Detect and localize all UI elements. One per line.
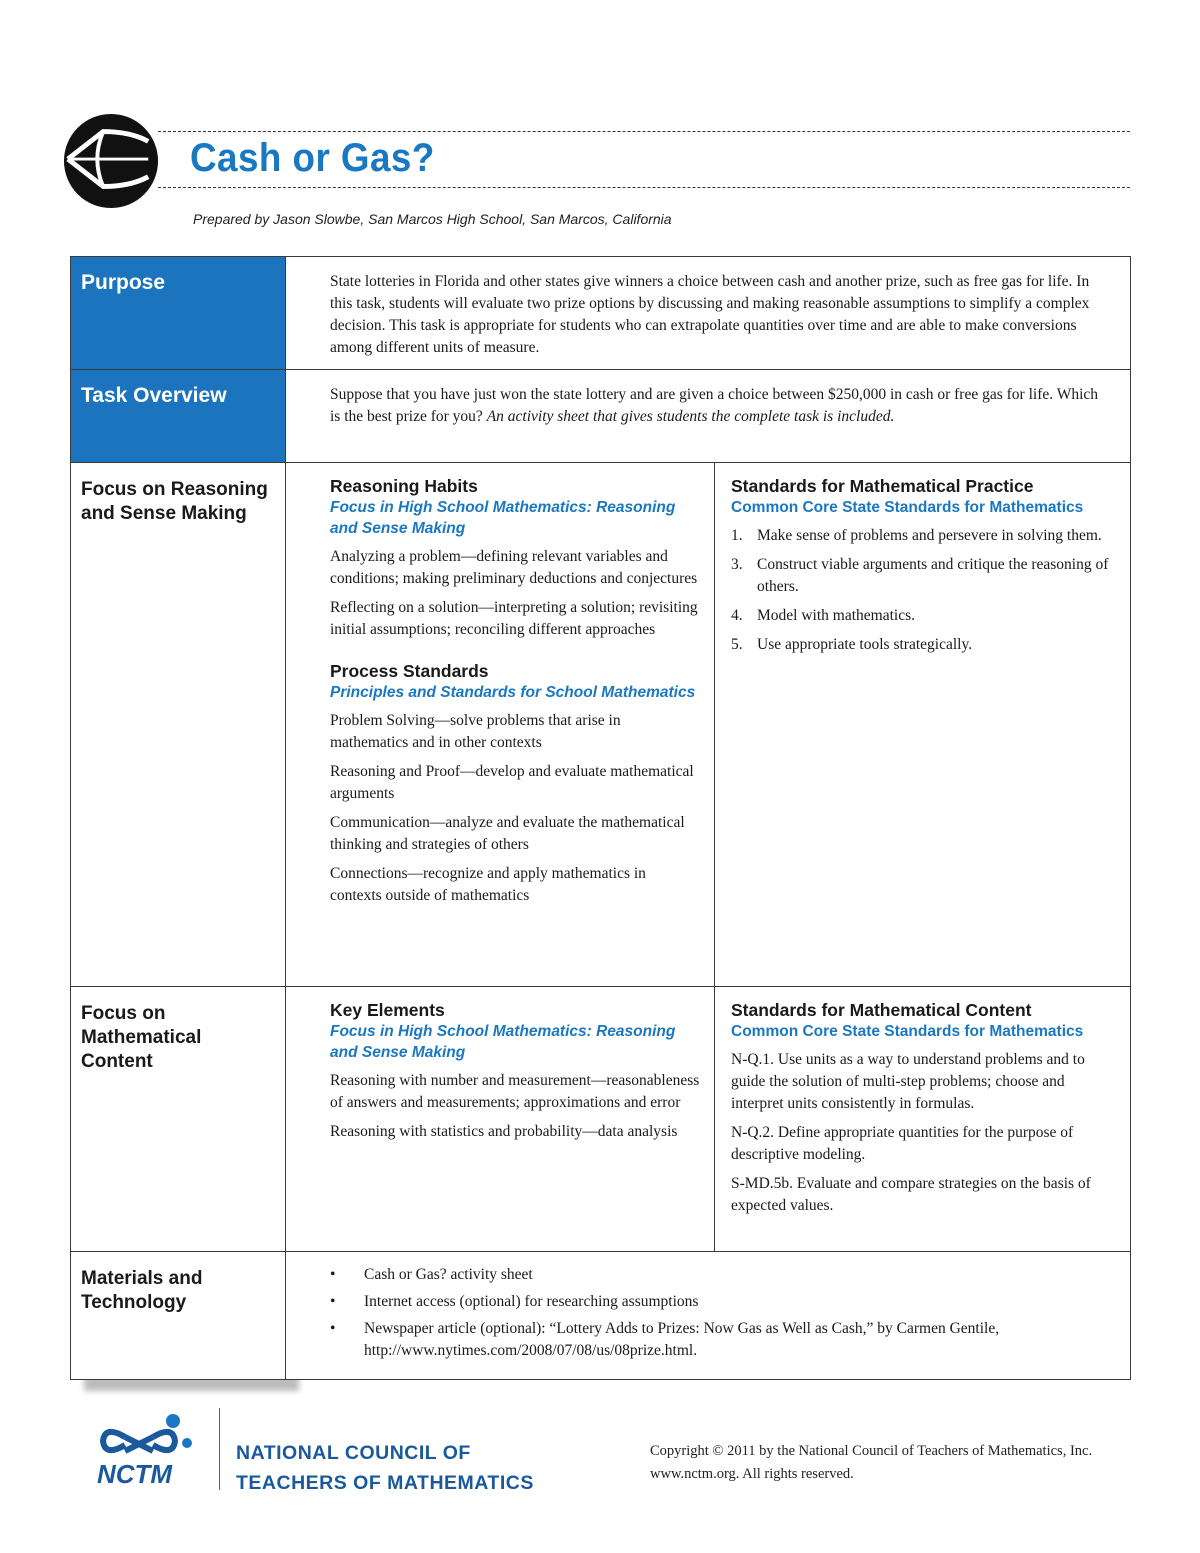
list-item: Reasoning with statistics and probability—data analysis [330,1123,678,1140]
prepared-by: Prepared by Jason Slowbe, San Marcos High School, San Marcos, California [193,211,672,227]
bullet-icon: • [330,1320,336,1337]
copyright [650,1440,1092,1486]
logo-wordmark: NCTM [97,1459,173,1489]
list-item: Communication—analyze and evaluate the mathematical thinking and strategies of others [330,814,685,853]
content-right-column [715,987,1130,1251]
focus-reasoning-content [286,463,1131,987]
focus-content-content [286,987,1131,1252]
list-item: N-Q.2. Define appropriate quantities for the purpose of descriptive modeling. [731,1124,1074,1163]
purpose-text [286,257,1131,370]
row-task-overview [71,370,1131,463]
purpose-paragraph: State lotteries in Florida and other states give winners a choice between cash and another prize, such as free gas for life. In this task, students will evaluate two prize options by discussing and making reasonable assumptions to simplify a complex decision. This task is appropriate for students who can extrapolate quantities over time and are able to make conversions among different units of measure. [330,273,1090,356]
list-item: 3. Construct viable arguments and critique the reasoning of others. [731,556,1109,595]
list-item: Analyzing a problem—defining relevant variables and conditions; making preliminary deductions and conjectures [330,548,698,587]
header-rule-bottom [158,187,1130,188]
content-standards-source: Common Core State Standards for Mathematics [731,1023,1084,1040]
row-materials [71,1252,1131,1380]
list-item: • Cash or Gas? activity sheet [330,1264,1112,1286]
content-standards-heading: Standards for Mathematical Content [731,1000,1032,1020]
label-purpose: Purpose [71,257,286,370]
label-materials: Materials and Technology [71,1252,286,1380]
list-item: S-MD.5b. Evaluate and compare strategies on the basis of expected values. [731,1175,1091,1214]
reasoning-habits-heading: Reasoning Habits [330,476,478,496]
list-item: Connections—recognize and apply mathematics in contexts outside of mathematics [330,865,646,904]
list-item: Reasoning with number and measurement—reasonableness of answers and measurements; approximations and error [330,1072,700,1111]
list-item: 1. Make sense of problems and persevere in solving them. [731,527,1102,544]
list-item: Problem Solving—solve problems that arise in mathematics and in other contexts [330,712,621,751]
list-item: 5. Use appropriate tools strategically. [731,636,973,653]
org-name-line1: NATIONAL COUNCIL OF [236,1442,471,1464]
label-focus-reasoning: Focus on Reasoning and Sense Making [71,463,286,987]
key-elements-heading: Key Elements [330,1000,445,1020]
list-item: • Internet access (optional) for researching assumptions [330,1291,1112,1313]
materials-list [330,1264,1112,1362]
process-standards-source: Principles and Standards for School Mathematics [330,684,696,701]
content-left-column [286,987,715,1251]
row-focus-reasoning [71,463,1131,987]
nctm-logo-icon [95,1407,205,1489]
reasoning-habits-source: Focus in High School Mathematics: Reasoning and Sense Making [330,499,676,537]
task-overview-text [286,370,1131,463]
materials-content [286,1252,1131,1380]
list-item: 4. Model with mathematics. [731,607,915,624]
copyright-line2: www.nctm.org. All rights reserved. [650,1466,854,1482]
row-purpose [71,257,1131,370]
bullet-icon: • [330,1293,336,1310]
row-focus-content [71,987,1131,1252]
org-name-line2: TEACHERS OF MATHEMATICS [236,1472,534,1494]
task-overview-paragraph: Suppose that you have just won the state lottery and are given a choice between $250,000 in cash or free gas for life. Which is the best prize for you? [330,386,1099,425]
org-name [236,1438,534,1498]
task-overview-note: An activity sheet that gives students the complete task is included. [486,408,895,425]
practice-list [731,525,1116,656]
process-standards-heading: Process Standards [330,661,489,681]
list-item: Reflecting on a solution—interpreting a solution; revisiting initial assumptions; reconciling different approaches [330,599,698,638]
copyright-line1: Copyright © 2011 by the National Council of Teachers of Mathematics, Inc. [650,1443,1093,1459]
overview-table [70,256,1131,1379]
footer-divider [219,1408,220,1490]
header-rule-top [158,131,1130,132]
page-title: Cash or Gas? [190,136,435,180]
label-focus-content: Focus on Mathematical Content [71,987,286,1252]
label-task-overview: Task Overview [71,370,286,463]
practice-standards-heading: Standards for Mathematical Practice [731,476,1034,496]
list-item: N-Q.1. Use units as a way to understand problems and to guide the solution of multi-step problems; choose and interpret units consistently in formulas. [731,1051,1085,1112]
list-item: • Newspaper article (optional): “Lottery Adds to Prizes: Now Gas as Well as Cash,” by Carmen Gentile, http://www.nytimes.com/2008/07/08/us/08prize.html. [330,1318,1112,1362]
reasoning-left-column [286,463,715,986]
overview-grid [70,256,1131,1380]
nctm-header-emblem-icon [62,112,160,210]
list-item: Reasoning and Proof—develop and evaluate mathematical arguments [330,763,694,802]
key-elements-source: Focus in High School Mathematics: Reasoning and Sense Making [330,1023,676,1061]
bullet-icon: • [330,1266,336,1283]
practice-standards-source: Common Core State Standards for Mathematics [731,499,1084,516]
reasoning-right-column [715,463,1130,986]
